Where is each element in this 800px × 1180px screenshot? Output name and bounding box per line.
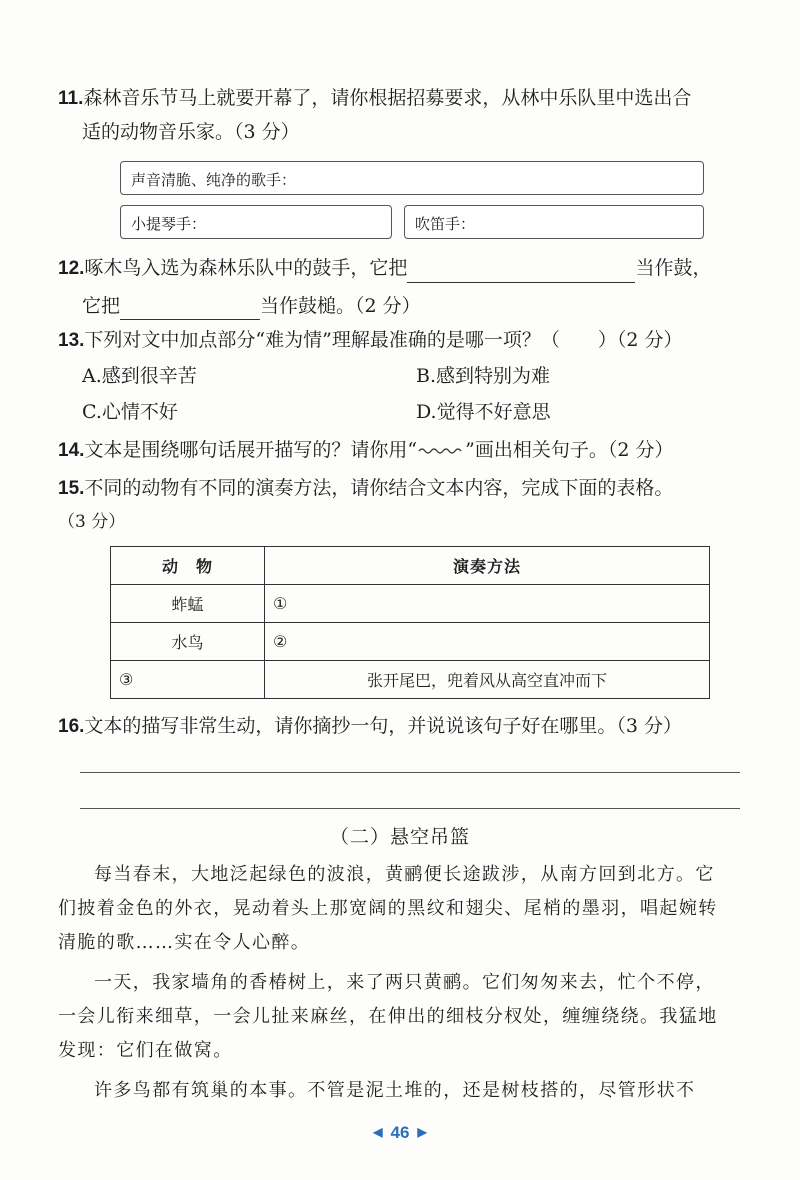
- question-16-number: 16.: [58, 716, 85, 737]
- table-cell-method: 张开尾巴，兜着风从高空直冲而下: [265, 661, 710, 699]
- question-12-line2: [82, 292, 421, 320]
- page-footer: [0, 1123, 800, 1143]
- table-cell-animal: 水鸟: [111, 623, 265, 661]
- question-15: [58, 474, 673, 503]
- answer-blank-drum[interactable]: [407, 261, 635, 283]
- question-12-text-a: 啄木鸟入选为森林乐队中的鼓手，它把: [84, 257, 408, 279]
- answer-line[interactable]: [80, 772, 740, 773]
- table-cell-method[interactable]: ①: [265, 585, 710, 623]
- triangle-right-icon: ▶: [417, 1125, 427, 1139]
- page-number: 46: [390, 1123, 410, 1142]
- question-12-text-d: 当作鼓槌。（2 分）: [260, 295, 421, 317]
- answer-box-flute[interactable]: [404, 205, 704, 239]
- question-13: [58, 326, 682, 355]
- passage-line: 每当春末，大地泛起绿色的波浪，黄鹂便长途跋涉，从南方回到北方。它: [94, 864, 715, 885]
- table-header-row: [111, 547, 710, 585]
- table-row: [111, 661, 710, 699]
- question-13-text: 下列对文中加点部分“难为情”理解最准确的是哪一项？（ ）（2 分）: [84, 329, 683, 351]
- triangle-left-icon: ◀: [373, 1125, 383, 1139]
- question-12-text-b: 当作鼓，: [635, 257, 712, 279]
- table-header-animal: 动 物: [111, 547, 265, 585]
- table-row: [111, 585, 710, 623]
- answer-box-flute-label: 吹笛手：: [415, 215, 476, 233]
- performance-table: [110, 546, 710, 699]
- question-11-number: 11.: [58, 88, 84, 109]
- question-12-text-c: 它把: [82, 295, 121, 317]
- passage-line: 一天，我家墙角的香椿树上，来了两只黄鹂。它们匆匆来去，忙个不停，: [94, 972, 715, 993]
- question-15-text-line2: （3 分）: [58, 512, 126, 532]
- answer-blank-drumstick[interactable]: [120, 298, 260, 320]
- option-d[interactable]: D.觉得不好意思: [416, 401, 551, 423]
- passage-line: 清脆的歌……实在令人心醉。: [58, 932, 311, 953]
- option-c[interactable]: C.心情不好: [82, 401, 178, 423]
- question-14-number: 14.: [58, 440, 85, 461]
- question-13-number: 13.: [58, 330, 85, 351]
- answer-box-singer-label: 声音清脆、纯净的歌手：: [131, 171, 297, 189]
- passage-body: [58, 858, 748, 1108]
- table-header-method: 演奏方法: [265, 547, 710, 585]
- answer-line[interactable]: [80, 808, 740, 809]
- question-14: [58, 436, 673, 465]
- passage-line: 许多鸟都有筑巢的本事。不管是泥土堆的，还是树枝搭的，尽管形状不: [94, 1080, 696, 1101]
- passage-title: （二）悬空吊篮: [329, 826, 470, 848]
- question-12-number: 12.: [58, 258, 85, 279]
- answer-box-violin-label: 小提琴手：: [131, 215, 207, 233]
- answer-box-violin[interactable]: [120, 205, 392, 239]
- table-row: [111, 623, 710, 661]
- wavy-underline-icon: [417, 446, 465, 456]
- answer-box-singer[interactable]: [120, 161, 704, 195]
- question-11-text-line2: 适的动物音乐家。（3 分）: [82, 121, 300, 143]
- question-15-text-line1: 不同的动物有不同的演奏方法，请你结合文本内容，完成下面的表格。: [84, 477, 674, 499]
- question-12: [58, 254, 711, 283]
- question-11-text-line1: 森林音乐节马上就要开幕了，请你根据招募要求，从林中乐队里中选出合: [83, 87, 692, 109]
- question-15-number: 15.: [58, 478, 85, 499]
- table-cell-animal[interactable]: ③: [111, 661, 265, 699]
- passage-line: 们披着金色的外衣，晃动着头上那宽阔的黑纹和翅尖、尾梢的墨羽，唱起婉转: [58, 898, 718, 919]
- question-16-text: 文本的描写非常生动，请你摘抄一句，并说说该句子好在哪里。（3 分）: [84, 715, 683, 737]
- table-cell-method[interactable]: ②: [265, 623, 710, 661]
- question-14-text-a: 文本是围绕哪句话展开描写的？请你用“: [84, 439, 418, 461]
- option-a[interactable]: A.感到很辛苦: [82, 365, 197, 387]
- passage-line: 一会儿衔来细草，一会儿扯来麻丝，在伸出的细枝分杈处，缠缠绕绕。我猛地: [58, 1006, 718, 1027]
- table-cell-animal: 蚱蜢: [111, 585, 265, 623]
- question-11: [58, 84, 691, 113]
- question-16: [58, 712, 682, 741]
- option-b[interactable]: B.感到特别为难: [416, 365, 551, 387]
- question-14-text-b: ”画出相关句子。（2 分）: [465, 439, 674, 461]
- passage-line: 发现：它们在做窝。: [58, 1040, 233, 1061]
